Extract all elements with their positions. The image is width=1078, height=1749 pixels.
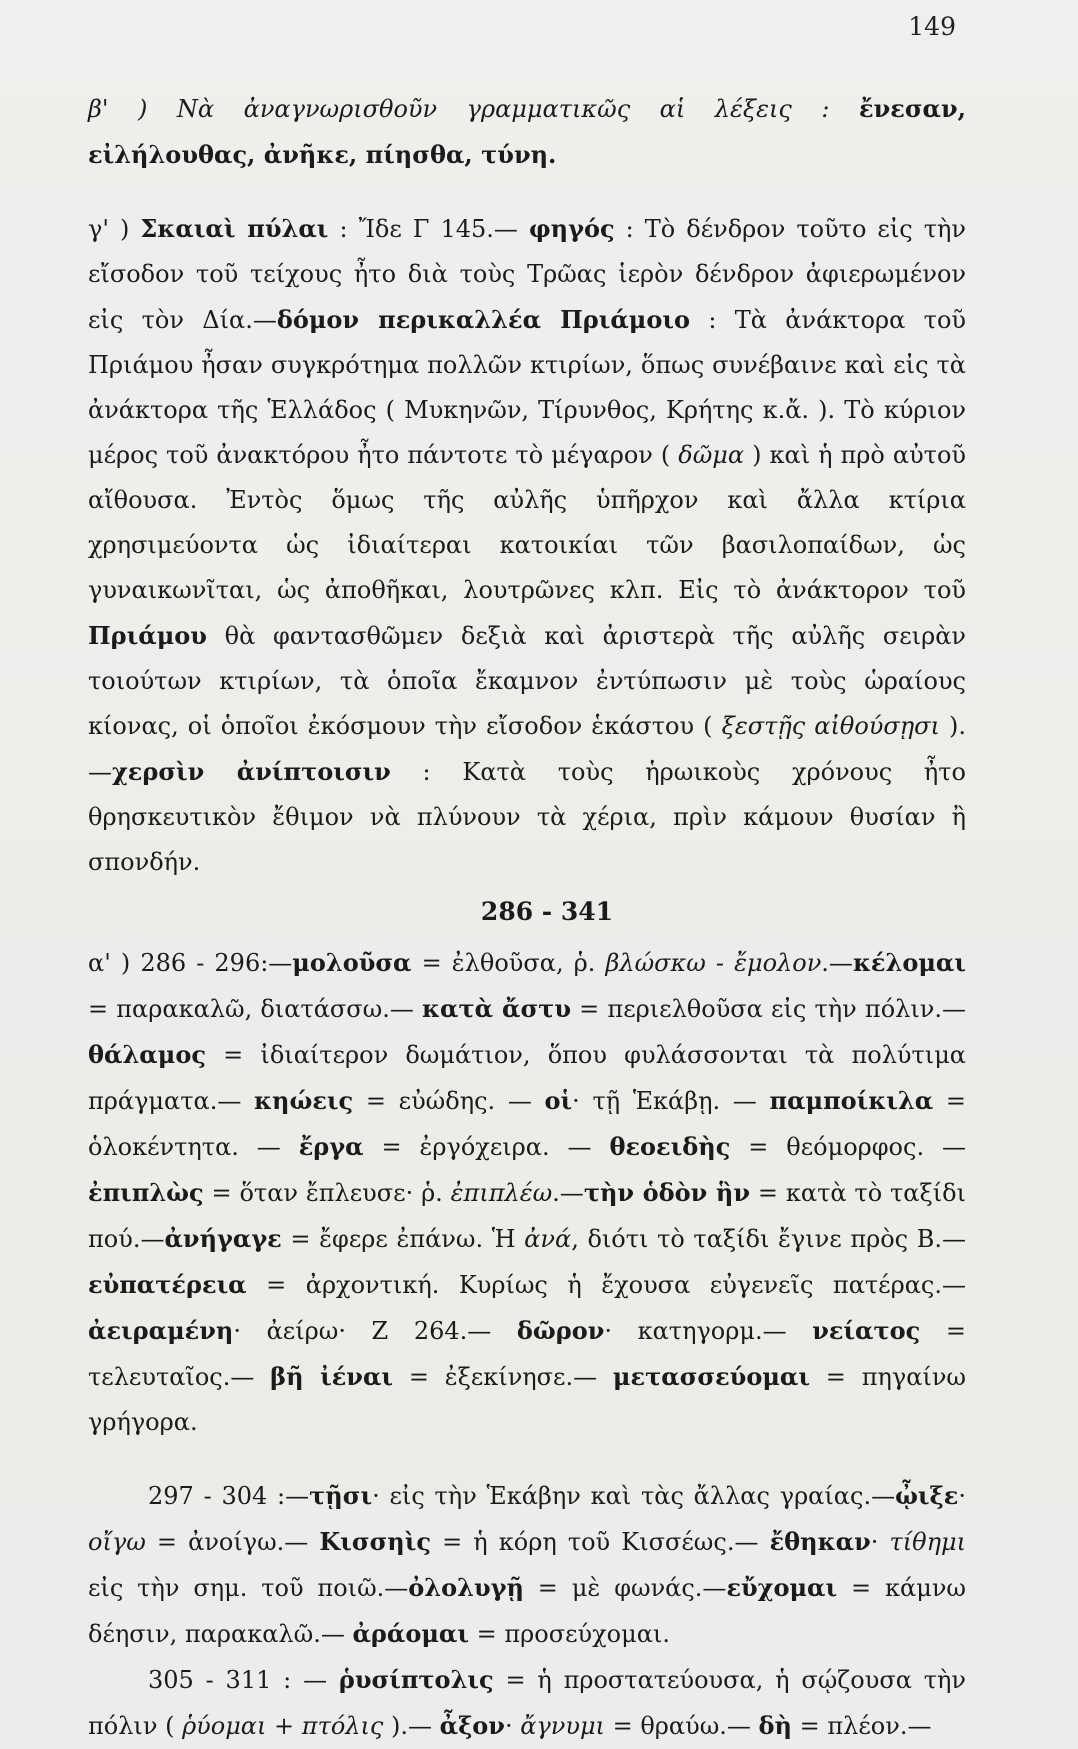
term-doma: δῶμα (678, 441, 745, 469)
gloss: , διότι τὸ ταξίδι ἔγινε πρὸς Β.— (571, 1225, 966, 1253)
gamma-text: : Τὸ δένδρον τοῦτο εἰς τὴν εἴσοδον τοῦ τείχους ἦτο διὰ τοὺς Τρῶας ἱερὸν δένδρον ἀφιερωμένον εἰς τὸν Δία.— (88, 215, 966, 334)
term-priamou: Πριάμου (88, 621, 207, 650)
gloss: = πλέον.— (792, 1712, 932, 1740)
beta-words: ἔνεσαν, εἰλήλουθας, ἀνῆκε, πίησθα, τύνη. (88, 94, 966, 169)
term: εὐπατέρεια (88, 1270, 247, 1299)
gloss: = ἰδιαίτερον δωμάτιον, ὅπου φυλάσσονται τὰ πολύτιμα πράγματα.— (88, 1041, 966, 1115)
gloss: .— (552, 1179, 584, 1207)
paragraph-gamma (88, 206, 966, 885)
term: οἱ (544, 1086, 573, 1115)
term: ἀράομαι (352, 1619, 470, 1648)
term-xestes: ξεστῇς αἰθούσῃσι (721, 712, 940, 740)
gloss: = εὐώδης. — (353, 1087, 545, 1115)
term-italic: βλώσκω - ἔμολον (605, 949, 822, 977)
range-label: 305 - 311 : — (148, 1666, 339, 1694)
gamma-label: γ' ) (88, 215, 141, 243)
term: τῇσι (309, 1481, 373, 1510)
gloss: = περιελθοῦσα εἰς τὴν πόλιν.— (570, 995, 966, 1023)
gloss: · (870, 1528, 890, 1556)
alpha-label: α' ) 286 - 296:— (88, 949, 293, 977)
gloss: = ἡ προστατεύουσα, ἡ σῴζουσα τὴν πόλιν ( (88, 1666, 967, 1740)
term-italic: ἀνά (524, 1225, 572, 1253)
term-italic: ῥύομαι + πτόλις (182, 1712, 384, 1740)
term: κατὰ ἄστυ (422, 994, 571, 1023)
term: ἐπιπλὼς (88, 1178, 204, 1207)
gloss: εἰς τὴν σημ. τοῦ ποιῶ.— (88, 1574, 409, 1602)
gloss: · (958, 1482, 966, 1510)
page-number: 149 (908, 12, 956, 41)
term: νείατος (812, 1316, 921, 1345)
gloss: · εἰς τὴν Ἑκάβην καὶ τὰς ἄλλας γραίας.— (372, 1482, 896, 1510)
gloss: = κάμνω δέησιν, παρακαλῶ.— (88, 1574, 966, 1648)
gamma-text: : Ἴδε Γ 145.— (328, 215, 529, 243)
term: θεοειδὴς (609, 1132, 731, 1161)
term: ἀειραμένη (88, 1316, 234, 1345)
term: τὴν ὁδὸν ἣν (583, 1178, 751, 1207)
term: ῥυσίπτολις (338, 1665, 494, 1694)
gloss: = ἐξεκίνησε.— (393, 1363, 613, 1391)
gloss: = πηγαίνω γρήγορα. (88, 1363, 966, 1436)
gamma-text: : Κατὰ τοὺς ἡρωικοὺς χρόνους ἦτο θρησκευτικὸν ἔθιμον νὰ πλύνουν τὰ χέρια, πρὶν κάμουν θυσίαν ἢ σπονδήν. (88, 758, 967, 876)
term-italic: οἴγω (88, 1528, 146, 1556)
term: εὔχομαι (726, 1573, 838, 1602)
gloss: · τῇ Ἑκάβῃ. — (572, 1087, 770, 1115)
gloss: = θεόμορφος. — (730, 1133, 966, 1161)
gloss: = προσεύχομαι. (469, 1620, 670, 1648)
term-domon: δόμον περικαλλέα Πριάμοιο (276, 305, 691, 334)
gloss: = ἡ κόρη τοῦ Κισσέως.— (430, 1528, 770, 1556)
paragraph-alpha (88, 940, 966, 1445)
section-heading: 286 - 341 (480, 897, 614, 926)
term: ἔθηκαν (769, 1527, 871, 1556)
gamma-text: ) καὶ ἡ πρὸ αὐτοῦ αἴθουσα. Ἐντὸς ὅμως τῆς αὐλῆς ὑπῆρχον καὶ ἄλλα κτίρια χρησιμεύοντα ὡς ἰδιαίτεραι κατοικίαι τῶν βασιλοπαίδων, ὡς γυναικωνῖται, ὡς ἀποθῆκαι, λουτρῶνες κλπ. Εἰς τὸ ἀνάκτορον τοῦ (88, 441, 966, 604)
beta-intro: β' ) Νὰ ἀναγνωρισθοῦν γραμματικῶς αἱ λέξεις : (88, 95, 859, 123)
gloss: = μὲ φωνάς.— (523, 1574, 727, 1602)
gloss: = ὁλοκέντητα. — (88, 1087, 966, 1161)
term: βῆ ἰέναι (270, 1362, 394, 1391)
paragraph-beta (88, 86, 966, 178)
term: Κισσηὶς (319, 1527, 431, 1556)
term-skaiai-pylai: Σκαιαὶ πύλαι (140, 214, 329, 243)
gloss: = τελευταῖος.— (88, 1317, 966, 1391)
term: θάλαμος (88, 1040, 206, 1069)
gloss: · (504, 1712, 521, 1740)
term: ἔργα (298, 1132, 364, 1161)
gloss: = κατὰ τὸ ταξίδι πού.— (88, 1179, 966, 1253)
gamma-text: θὰ φαντασθῶμεν δεξιὰ καὶ ἀριστερὰ τῆς αὐλῆς σειρὰν τοιούτων κτιρίων, τὰ ὁποῖα ἔκαμνον ἐντύπωσιν μὲ τοὺς ὡραίους κίονας, οἱ ὁποῖοι ἐκόσμουν τὴν εἴσοδον ἑκάστου ( (88, 622, 966, 740)
paragraph-305 (88, 1657, 966, 1749)
gloss: = παρακαλῶ, διατάσσω.— (88, 995, 423, 1023)
term: κέλομαι (852, 948, 966, 977)
term-chersin: χερσὶν ἀνίπτοισιν (112, 757, 391, 786)
term: ἆξον (439, 1711, 505, 1740)
gloss: = ἀνοίγω.— (145, 1528, 320, 1556)
term-italic: ἄγνυμι (520, 1712, 605, 1740)
term-italic: ἐπιπλέω (450, 1179, 553, 1207)
gloss: · κατηγορμ.— (604, 1317, 813, 1345)
gloss: · ἀείρω· Ζ 264.— (233, 1317, 517, 1345)
term: μετασσεύομαι (612, 1362, 810, 1391)
term: ᾦιξε (895, 1481, 959, 1510)
range-label: 297 - 304 :— (148, 1482, 310, 1510)
term: δῶρον (516, 1316, 605, 1345)
gloss: .— (821, 949, 853, 977)
term: ὀλολυγῇ (408, 1573, 524, 1602)
term: κηώεις (254, 1086, 354, 1115)
gamma-text: : Τὰ ἀνάκτορα τοῦ Πριάμου ἦσαν συγκρότημα πολλῶν κτιρίων, ὅπως συνέβαινε καὶ εἰς τὰ ἀνάκτορα τῆς Ἑλλάδος ( Μυκηνῶν, Τίρυνθος, Κρήτης κ.ἄ. ). Τὸ κύριον μέρος τοῦ ἀνακτόρου ἦτο πάντοτε τὸ μέγαρον ( (88, 306, 966, 469)
gamma-text: ).— (88, 712, 966, 786)
term: μολοῦσα (292, 948, 412, 977)
gloss: ).— (383, 1712, 440, 1740)
paragraph-297 (88, 1473, 966, 1657)
gloss: = ἐργόχειρα. — (363, 1133, 610, 1161)
term-italic: τίθημι (889, 1528, 966, 1556)
gloss: = ἔφερε ἐπάνω. Ἡ (281, 1225, 525, 1253)
term-fegos: φηγός (528, 214, 615, 243)
term: ἀνήγαγε (164, 1224, 282, 1253)
gloss: = ὅταν ἔπλευσε· ῥ. (203, 1179, 451, 1207)
term: δὴ (758, 1711, 792, 1740)
gloss: = ἀρχοντική. Κυρίως ἡ ἔχουσα εὐγενεῖς πατέρας.— (246, 1271, 966, 1299)
gloss: = θραύω.— (604, 1712, 759, 1740)
gloss: = ἐλθοῦσα, ῥ. (411, 949, 606, 977)
term: παμποίκιλα (769, 1086, 934, 1115)
